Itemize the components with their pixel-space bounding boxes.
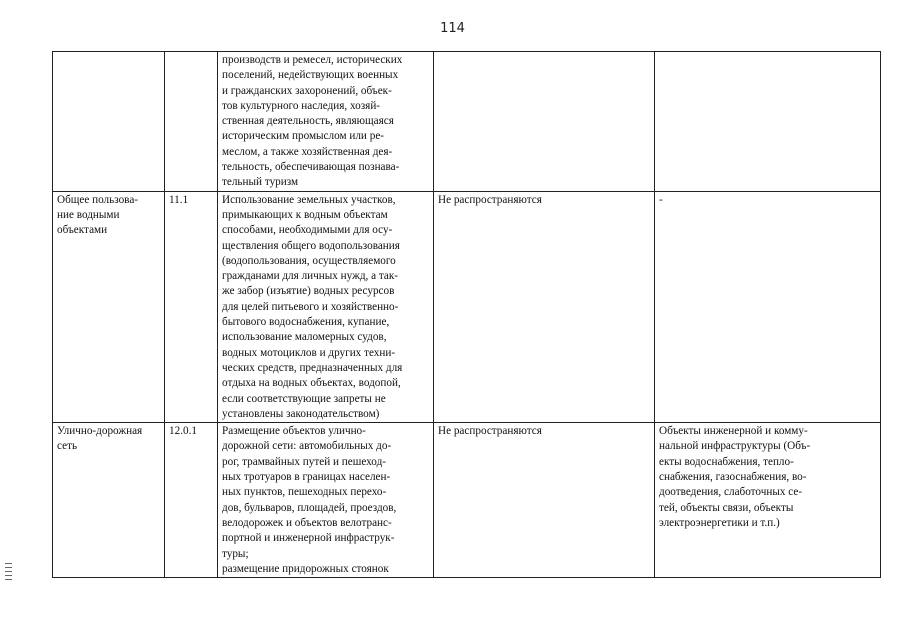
use-name-cell xyxy=(53,423,165,578)
text-line: снабжения, газоснабжения, во- xyxy=(659,471,807,484)
use-code-cell xyxy=(165,191,218,422)
text-line: ных тротуаров в границах населен- xyxy=(222,471,391,484)
text-line: ществления общего водопользования xyxy=(222,239,400,252)
parameters-cell xyxy=(434,191,655,422)
text-line: установлены законодательством) xyxy=(222,407,380,420)
text-line: способами, необходимыми для осу- xyxy=(222,224,393,237)
text-line: если соответствующие запреты не xyxy=(222,392,386,405)
text-line: Объекты инженерной и комму- xyxy=(659,425,808,438)
text-line: производств и ремесел, исторических xyxy=(222,54,403,66)
text-line: туры; xyxy=(222,547,249,560)
text-line: размещение придорожных стоянок xyxy=(222,562,389,575)
text-line: тельный туризм xyxy=(222,176,299,189)
text-line: бытового водоснабжения, купание, xyxy=(222,316,390,329)
text-line: объектами xyxy=(57,224,108,237)
text-line: портной и инженерной инфраструк- xyxy=(222,532,395,545)
use-description-cell xyxy=(218,52,434,192)
text-line: Использование земельных участков, xyxy=(222,193,396,206)
text-line: ственная деятельность, являющаяся xyxy=(222,115,394,128)
text-line: дов, бульваров, площадей, проездов, xyxy=(222,501,397,514)
parameters-cell xyxy=(434,423,655,578)
text-line: Размещение объектов улично- xyxy=(222,425,366,438)
text-line: поселений, недействующих военных xyxy=(222,69,399,82)
page-number: 114 xyxy=(440,21,465,36)
use-description-cell xyxy=(218,191,434,422)
text-line: ных пунктов, пешеходных перехо- xyxy=(222,486,387,499)
use-name-cell xyxy=(53,191,165,422)
use-code-cell xyxy=(165,52,218,192)
text-line: водных мотоциклов и других техни- xyxy=(222,346,396,359)
text-line: Не распространяются xyxy=(438,193,542,206)
text-line: - xyxy=(659,193,663,206)
text-line: использование маломерных судов, xyxy=(222,331,387,344)
land-use-table xyxy=(52,51,881,578)
text-line: (водопользования, осуществляемого xyxy=(222,254,396,267)
text-line: для целей питьевого и хозяйственно- xyxy=(222,300,399,313)
text-line: велодорожек и объектов велотранс- xyxy=(222,516,392,529)
use-description-cell xyxy=(218,423,434,578)
text-line: Не распространяются xyxy=(438,425,542,438)
text-line: ние водными xyxy=(57,208,120,221)
text-line: екты водоснабжения, тепло- xyxy=(659,455,794,468)
text-line: Улично-дорожная xyxy=(57,425,143,438)
text-line: примыкающих к водным объектам xyxy=(222,208,388,221)
text-line: же забор (изъятие) водных ресурсов xyxy=(222,285,395,298)
text-line: тельность, обеспечивающая познава- xyxy=(222,161,400,174)
table-row xyxy=(53,52,881,192)
objects-cell xyxy=(655,52,881,192)
text-line: тов культурного наследия, хозяй- xyxy=(222,99,381,112)
text-line: Общее пользова- xyxy=(57,193,139,206)
text-line: историческим промыслом или ре- xyxy=(222,130,385,143)
text-line: доотведения, слаботочных се- xyxy=(659,486,803,499)
use-code-cell xyxy=(165,423,218,578)
parameters-cell xyxy=(434,52,655,192)
text-line: отдыха на водных объектах, водопой, xyxy=(222,377,401,390)
text-line: сеть xyxy=(57,440,78,453)
use-name-cell xyxy=(53,52,165,192)
text-line: нальной инфраструктуры (Объ- xyxy=(659,440,811,453)
table-row xyxy=(53,191,881,422)
text-line: гражданами для личных нужд, а так- xyxy=(222,270,399,283)
text-line: ческих средств, предназначенных для xyxy=(222,361,403,374)
text-line: рог, трамвайных путей и пешеход- xyxy=(222,455,386,468)
text-line: дорожной сети: автомобильных до- xyxy=(222,440,392,453)
text-line: 12.0.1 xyxy=(169,425,197,438)
text-line: и гражданских захоронений, объек- xyxy=(222,84,392,97)
text-line: меслом, а также хозяйственная дея- xyxy=(222,145,393,158)
objects-cell xyxy=(655,191,881,422)
objects-cell xyxy=(655,423,881,578)
table-row xyxy=(53,423,881,578)
text-line: 11.1 xyxy=(169,193,189,206)
text-line: тей, объекты связи, объекты xyxy=(659,501,794,514)
margin-marks xyxy=(5,563,12,583)
text-line: электроэнергетики и т.п.) xyxy=(659,516,780,529)
